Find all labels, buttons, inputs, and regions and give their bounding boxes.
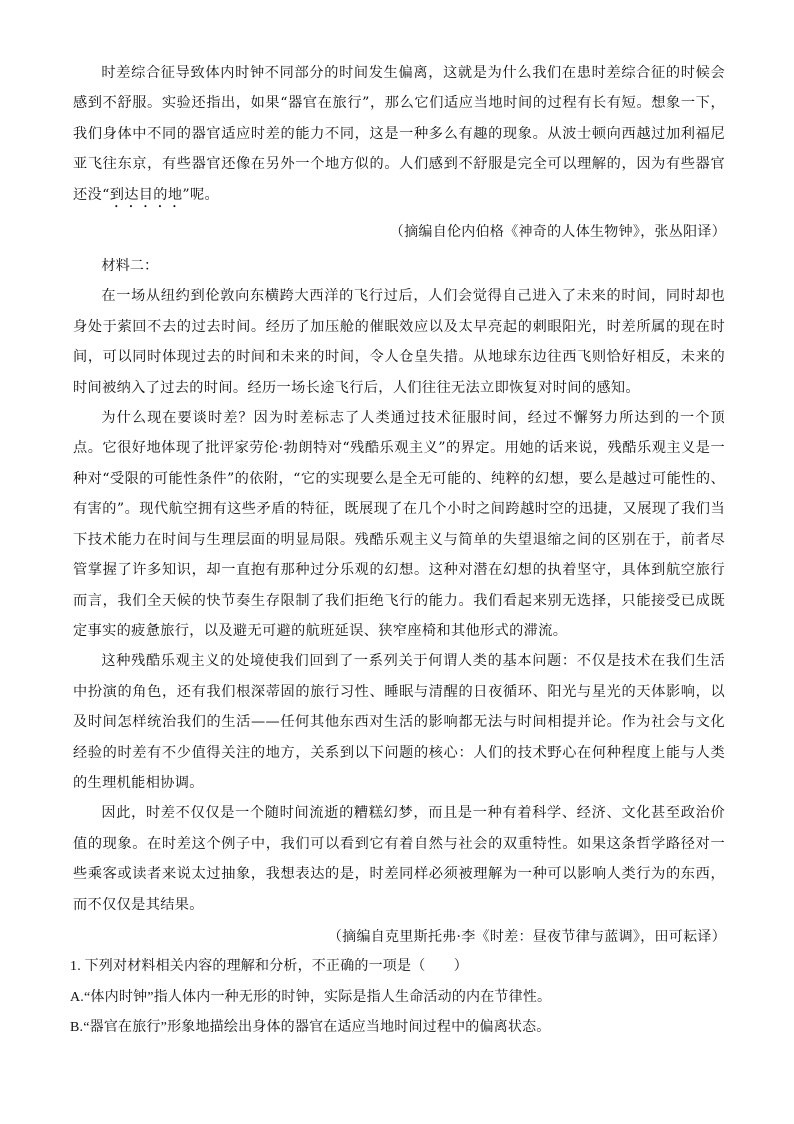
material1-paragraph (73, 58, 725, 211)
material2-source: （摘编自克里斯托弗·李《时差：昼夜节律与蓝调》，田可耘译） (327, 928, 726, 945)
material1-text-after: ”呢。 (182, 186, 220, 203)
option-b: B.“器官在旅行”形象地描绘出身体的器官在适应当地时间过程中的偏离状态。 (70, 1020, 551, 1036)
question-stem: 1. 下列对材料相关内容的理解和分析，不正确的一项是（ ） (70, 959, 468, 975)
material2-paragraph-4: 因此，时差不仅仅是一个随时间流逝的糟糕幻梦，而且是一种有着科学、经济、文化甚至政治价值的现象。在时差这个例子中，我们可以看到它有着自然与社会的双重特性。如果这条哲学路径对一些乘客或读者来说太过抽象，我想表达的是，时差同样必须被理解为一种可以影响人类行为的东西，而不仅仅是其结果。 (73, 805, 725, 913)
emphasized-phrase: 到达目的地 (109, 186, 183, 203)
material2-paragraph-2: 为什么现在要谈时差？因为时差标志了人类通过技术征服时间，经过不懈努力所达到的一个顶点。它很好地体现了批评家劳伦·勃朗特对“残酷乐观主义”的界定。用她的话来说，残酷乐观主义是一种对“受限的可能性条件”的依附，“它的实现要么是全无可能的、纯粹的幻想，要么是越过可能性的、有害的”。现代航空拥有这些矛盾的特征，既展现了在几个小时之间跨越时空的迅捷，又展现了我们当下技术能力在时间与生理层面的明显局限。残酷乐观主义与简单的失望退缩之间的区别在于，前者尽管掌握了许多知识，却一直抱有那种过分乐观的幻想。这种对潜在幻想的执着坚守，具体到航空旅行而言，我们全天候的快节奏生存限制了我们拒绝飞行的能力。我们看起来别无选择，只能接受已成既定事实的疲惫旅行，以及避无可避的航班延误、狭窄座椅和其他形式的滞流。 (73, 410, 725, 639)
material1-text-before: 时差综合征导致体内时钟不同部分的时间发生偏离，这就是为什么我们在患时差综合征的时候会感到不舒服。实验还指出，如果“器官在旅行”，那么它们适应当地时间的过程有长有短。想象一下，我们身体中不同的器官适应时差的能力不同，这是一种多么有趣的现象。从波士顿向西越过加利福尼亚飞往东京，有些器官还像在另外一个地方似的。人们感到不舒服是完全可以理解的，因为有些器官还没“ (73, 65, 725, 203)
document-page (70, 58, 726, 1044)
material1-source: （摘编自伦内伯格《神奇的人体生物钟》，张丛阳译） (389, 223, 726, 240)
material2-paragraph-1: 在一场从纽约到伦敦向东横跨大西洋的飞行过后，人们会觉得自己进入了未来的时间，同时却也身处于萦回不去的过去时间。经历了加压舱的催眠效应以及太早亮起的刺眼阳光，时差所属的现在时间，可以同时体现过去的时间和未来的时间，令人仓皇失措。从地球东边往西飞则恰好相反，未来的时间被纳入了过去的时间。经历一场长途飞行后，人们往往无法立即恢复对时间的感知。 (73, 288, 725, 396)
option-a: A.“体内时钟”指人体内一种无形的时钟，实际是指人生命活动的内在节律性。 (70, 989, 552, 1005)
material2-heading: 材料二： (101, 258, 159, 275)
material2-paragraph-3: 这种残酷乐观主义的处境使我们回到了一系列关于何谓人类的基本问题：不仅是技术在我们生活中扮演的角色，还有我们根深蒂固的旅行习性、睡眠与清醒的日夜循环、阳光与星光的天体影响，以及时间怎样统治我们的生活——任何其他东西对生活的影响都无法与时间相提并论。作为社会与文化经验的时差有不少值得关注的地方，关系到以下问题的核心：人们的技术野心在何种程度上能与人类的生理机能相协调。 (73, 653, 725, 791)
